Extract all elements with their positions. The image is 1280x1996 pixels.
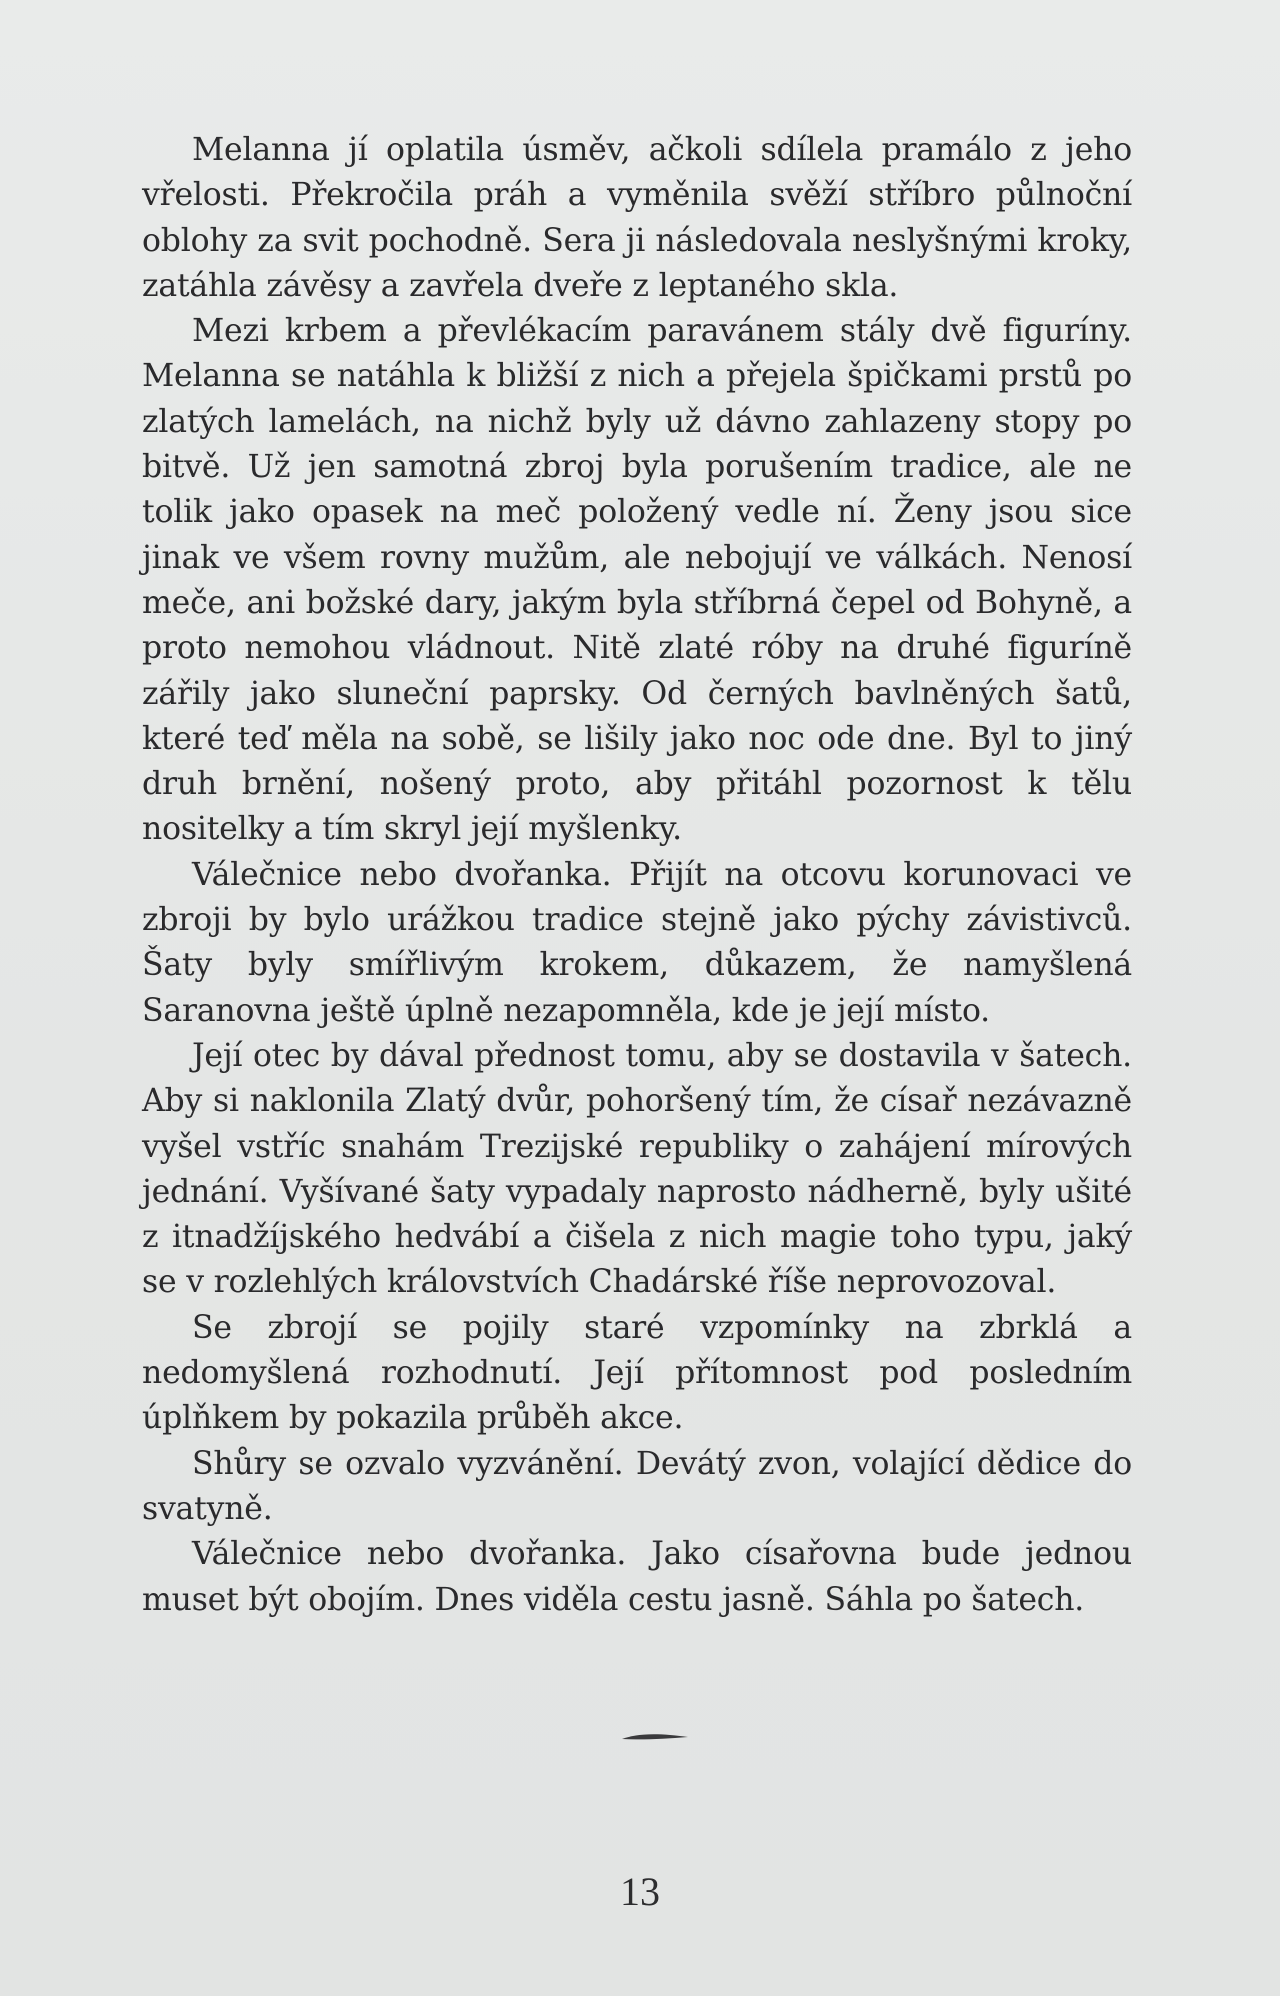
paragraph-6: Shůry se ozvalo vyzvánění. Devátý zvon, volající dědice do svatyně. [142, 1445, 1132, 1527]
dash-ornament-icon [620, 1730, 690, 1744]
paragraph-1: Melanna jí oplatila úsměv, ačkoli sdílela pramálo z jeho vřelosti. Překročila práh a vyměnila svěží stříbro půlnoční oblohy za svit pochodně. Sera ji následovala neslyšnými kroky, zatáhla závěsy a zavřela dveře z leptaného skla. [142, 132, 1132, 304]
paragraph-3: Válečnice nebo dvořanka. Přijít na otcovu korunovaci ve zbroji by bylo urážkou tradice stejně jako pýchy závistivců. Šaty byly smířlivým krokem, důkazem, že namyšlená Saranovna ještě úplně nezapomněla, kde je její místo. [142, 856, 1132, 1029]
paragraph-4: Její otec by dával přednost tomu, aby se dostavila v šatech. Aby si naklonila Zlatý dvůr, pohoršený tím, že císař nezávazně vyšel vstříc snahám Trezijské republiky o zahájení mírových jednání. Vyšívané šaty vypadaly naprosto nádherně, byly ušité z itnadžíjského hedvábí a čišela z nich magie toho typu, jaký se v rozlehlých královstvích Chadárské říše neprovozoval. [142, 1037, 1132, 1301]
paragraph-2: Mezi krbem a převlékacím paravánem stály dvě figuríny. Melanna se natáhla k bližší z nich a přejela špičkami prstů po zlatých lamelách, na nichž byly už dávno zahlazeny stopy po bitvě. Už jen samotná zbroj byla porušením tradice, ale ne tolik jako opasek na meč položený vedle ní. Ženy jsou sice jinak ve všem rovny mužům, ale nebojují ve válkách. Nenosí meče, ani božské dary, jakým byla stříbrná čepel od Bohyně, a proto nemohou vládnout. Nitě zlaté róby na druhé figuríně zářily jako sluneční paprsky. Od černých bavlněných šatů, které teď měla na sobě, se lišily jako noc ode dne. Byl to jiný druh brnění, nošený proto, aby přitáhl pozornost k tělu nositelky a tím skryl její myšlenky. [142, 313, 1132, 848]
text-block [142, 128, 1132, 1623]
page-number: 13 [620, 1869, 660, 1914]
paragraph-7: Válečnice nebo dvořanka. Jako císařovna bude jednou muset být obojím. Dnes viděla cestu jasně. Sáhla po šatech. [142, 1536, 1132, 1618]
paragraph-5: Se zbrojí se pojily staré vzpomínky na zbrklá a nedomyšlená rozhodnutí. Její přítomnost pod posledním úplňkem by pokazila průběh akce. [142, 1309, 1132, 1437]
